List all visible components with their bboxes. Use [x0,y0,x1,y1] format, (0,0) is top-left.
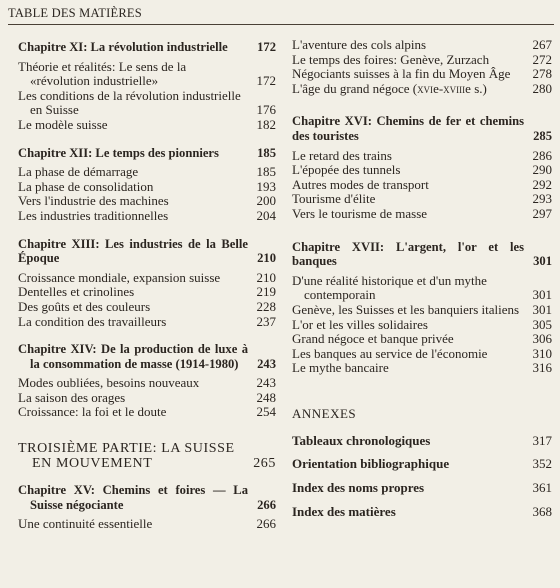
toc-entry[interactable] [292,82,552,97]
toc-entry[interactable] [18,194,276,209]
page-number: 243 [256,375,276,391]
page-number: 266 [257,497,276,512]
entry-label: Index des matières [292,503,396,519]
entry-label: L'aventure des cols alpins [292,37,427,52]
page-number: 292 [532,176,552,192]
page-number: 193 [256,178,276,194]
entry-label: Orientation bibliographique [292,456,450,472]
entry-label: Tableaux chronologiques [292,432,431,448]
page-number: 182 [256,116,276,132]
chapter-17-section [292,240,552,376]
page-number: 290 [532,162,552,178]
page-number: 278 [532,66,552,82]
page-number: 265 [253,455,276,471]
toc-entry[interactable] [292,163,552,178]
toc-annex-entry[interactable] [292,505,552,520]
page-number: 176 [256,102,276,118]
chapter-title: Chapitre XII: Le temps des pionniers [18,145,219,160]
toc-entry[interactable] [18,285,276,300]
entry-label: Tourisme d'élite [292,191,376,207]
entry-label: La phase de démarrage [18,164,139,180]
toc-part-3[interactable] [18,442,276,471]
toc-entry[interactable] [18,118,276,133]
chapter-12-section [18,146,276,224]
toc-entry[interactable] [292,347,552,362]
entry-label: Genève, les Suisses et les banquiers italiens [292,301,520,317]
entry-label: Dentelles et crinolines [18,284,135,300]
toc-annex-entry[interactable] [292,434,552,449]
page-number: 172 [257,40,276,54]
page-number: 248 [256,389,276,405]
entry-label: L'épopée des tunnels [292,162,401,178]
toc-entry[interactable] [292,192,552,207]
page-number: 301 [532,287,552,303]
page-number: 243 [257,356,276,371]
page-number: 185 [256,164,276,180]
entry-label: Négociants suisses à la fin du Moyen Âge [292,66,511,82]
chapter-title: Chapitre XI: La révolution industrielle [18,40,228,54]
chapter-15-continued [292,38,552,96]
entry-label: L'âge du grand négoce (xvie-xviiie s.) [292,80,487,96]
toc-right-column [292,37,552,532]
chapter-title: Chapitre XVI: Chemins de fer et chemins des touristes [292,114,524,143]
entry-label: La saison des orages [18,389,126,405]
chapter-11-section [18,40,276,133]
toc-entry[interactable] [18,517,276,532]
page-header: TABLE DES MATIÈRES [8,6,554,25]
page-number: 305 [532,316,552,332]
toc-entry[interactable] [18,405,276,420]
page-number: 228 [256,298,276,314]
page-number: 254 [256,404,276,420]
toc-chapter-11[interactable] [18,40,276,55]
toc-entry[interactable] [292,149,552,164]
page-number: 316 [532,360,552,376]
entry-label: Le retard des trains [292,147,392,163]
page-number: 297 [532,205,552,221]
chapter-16-section [292,114,552,221]
page-number: 301 [533,254,552,269]
toc-entry[interactable] [18,391,276,406]
page-number: 368 [532,503,552,519]
toc-entry[interactable] [292,318,552,333]
page-number: 310 [532,345,552,361]
page-number: 219 [256,284,276,300]
entry-label: Index des noms propres [292,480,425,496]
page-number: 352 [532,456,552,472]
toc-entry[interactable] [292,274,552,303]
entry-label: Théorie et réalités: Le sens de la «révolution industrielle» [18,58,187,89]
entry-label: Le temps des foires: Genève, Zurzach [292,51,490,67]
entry-label: Le modèle suisse [18,116,108,132]
toc-entry[interactable] [292,67,552,82]
toc-entry[interactable] [292,303,552,318]
entry-label: Autres modes de transport [292,176,429,192]
toc-chapter-15[interactable] [18,483,276,512]
toc-left-column [18,40,276,545]
entry-label: La condition des travailleurs [18,313,167,329]
page-number: 237 [256,313,276,329]
part-title: TROISIÈME PARTIE: LA SUISSE EN MOUVEMENT [18,441,235,471]
chapter-14-section [18,342,276,420]
page-number: 272 [532,51,552,67]
page-number: 286 [532,147,552,163]
page-number: 280 [532,80,552,96]
toc-chapter-17[interactable] [292,240,552,269]
toc-entry[interactable] [292,53,552,68]
toc-chapter-13[interactable] [18,237,276,266]
chapter-title: Chapitre XIV: De la production de luxe à la consommation de masse (1914-1980) [18,342,248,371]
entry-label: Grand négoce et banque privée [292,331,454,347]
annexes-heading: ANNEXES [292,405,357,421]
entry-label: Des goûts et des couleurs [18,298,151,314]
chapter-13-section [18,237,276,330]
page-number: 267 [532,37,552,52]
entry-label: Les banques au service de l'économie [292,345,488,361]
chapter-title: Chapitre XV: Chemins et foires — La Suisse négociante [18,483,248,512]
entry-label: Les industries traditionnelles [18,207,169,223]
toc-entry[interactable] [18,165,276,180]
toc-entry[interactable] [18,376,276,391]
toc-annex-entry[interactable] [292,457,552,472]
toc-entry[interactable] [292,178,552,193]
page-number: 185 [257,145,276,160]
entry-label: Croissance mondiale, expansion suisse [18,269,221,285]
annexes-section [292,406,552,519]
toc-entry[interactable] [18,209,276,224]
entry-label: Modes oubliées, besoins nouveaux [18,375,200,391]
page-number: 361 [532,480,552,496]
toc-entry[interactable] [292,361,552,376]
page-number: 210 [256,269,276,285]
chapter-15-section [18,483,276,532]
toc-chapter-16[interactable] [292,114,552,143]
page-number: 301 [532,301,552,317]
entry-label: Vers l'industrie des machines [18,193,169,209]
entry-label: Le mythe bancaire [292,360,389,376]
page-number: 204 [256,207,276,223]
page-number: 317 [532,432,552,448]
toc-entry[interactable] [292,207,552,222]
page-number: 266 [256,516,276,532]
chapter-title: Chapitre XIII: Les industries de la Belle Époque [18,236,248,266]
chapter-title: Chapitre XVII: L'argent, l'or et les banques [292,239,524,269]
toc-entry[interactable] [18,315,276,330]
entry-label: La phase de consolidation [18,178,154,194]
toc-entry[interactable] [18,271,276,286]
entry-label: Vers le tourisme de masse [292,205,428,221]
page-number: 285 [533,128,552,143]
toc-annex-entry[interactable] [292,481,552,496]
page-number: 293 [532,191,552,207]
page-number: 210 [257,251,276,266]
page-number: 306 [532,331,552,347]
page-number: 200 [256,193,276,209]
entry-label: D'une réalité historique et d'un mythe contemporain [292,272,487,303]
toc-entry[interactable] [18,300,276,315]
toc-entry[interactable] [18,60,276,89]
toc-entry[interactable] [292,38,552,53]
entry-label: Croissance: la foi et le doute [18,404,167,420]
entry-label: Les conditions de la révolution industrielle en Suisse [18,87,241,118]
toc-chapter-12[interactable] [18,146,276,161]
toc-entry[interactable] [18,180,276,195]
entry-label: L'or et les villes solidaires [292,316,428,332]
entry-label: Une continuité essentielle [18,516,153,532]
toc-entry[interactable] [18,89,276,118]
toc-chapter-14[interactable] [18,342,276,371]
toc-entry[interactable] [292,332,552,347]
page-number: 172 [256,73,276,89]
